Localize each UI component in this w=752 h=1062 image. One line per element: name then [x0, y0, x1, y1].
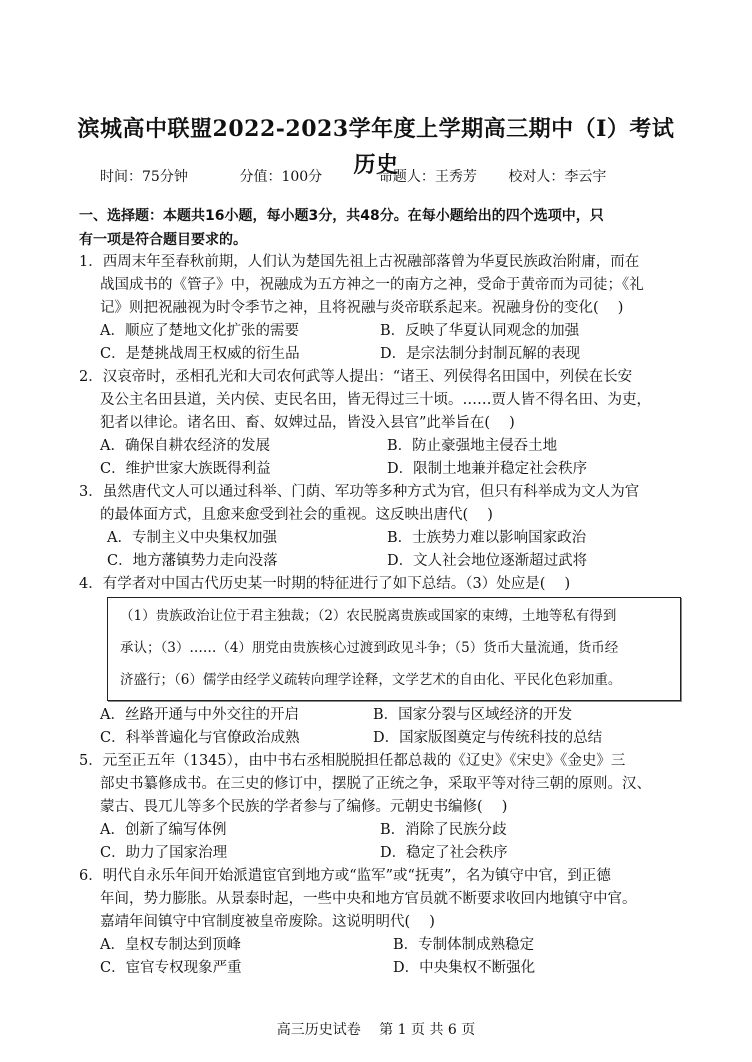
q2-option-c: C．维护世家大族既得利益	[100, 461, 271, 477]
q2-option-b: B．防止豪强地主侵吞土地	[387, 438, 558, 454]
q5-stem-line2: 部史书纂修成书。在三史的修订中，摆脱了正统之争，采取平等对待三朝的原则。汉、	[100, 776, 651, 792]
q1-stem-line1: 1．西周末年至春秋前期，人们认为楚国先祖上古祝融部落曾为华夏民族政治附庸，而在	[79, 254, 640, 270]
q5-option-b: B．消除了民族分歧	[380, 822, 507, 838]
q3-option-a: A．专制主义中央集权加强	[107, 530, 277, 546]
q3-stem-line2: 的最体面方式，且愈来愈受到社会的重视。这反映出唐代( )	[100, 507, 493, 523]
q4-quote-line1: （1）贵族政治让位于君主独裁；（2）农民脱离贵族或国家的束缚，土地等私有得到	[120, 608, 617, 624]
q4-option-b: B．国家分裂与区域经济的开发	[373, 707, 573, 723]
q5-stem-line1: 5．元至正五年（1345），由中书右丞相脱脱担任都总裁的《辽史》《宋史》《金史》三	[79, 753, 626, 769]
q1-stem-line3: 记》则把祝融视为时令季节之神，且将祝融与炎帝联系起来。祝融身份的变化( )	[100, 300, 624, 316]
q1-option-c: C．是楚挑战周王权威的衍生品	[100, 346, 300, 362]
meta-time: 时间：75分钟	[100, 169, 188, 185]
q1-option-b: B．反映了华夏认同观念的加强	[380, 323, 580, 339]
exam-title: 滨城高中联盟2022-2023学年度上学期高三期中（I）考试	[77, 116, 675, 142]
q6-option-c: C．宦官专权现象严重	[100, 960, 242, 976]
q3-option-b: B．士族势力难以影响国家政治	[387, 530, 587, 546]
q2-option-a: A．确保自耕农经济的发展	[100, 438, 270, 454]
q4-quote-box	[107, 597, 681, 701]
q3-option-c: C．地方藩镇势力走向没落	[107, 553, 278, 569]
q6-option-a: A．皇权专制达到顶峰	[100, 937, 241, 953]
q5-option-d: D．稳定了社会秩序	[380, 845, 508, 861]
q2-stem-line1: 2．汉哀帝时，丞相孔光和大司农何武等人提出：“诸王、列侯得名田国中，列侯在长安	[79, 369, 633, 385]
q4-option-a: A．丝路开通与中外交往的开启	[100, 707, 299, 723]
q4-option-c: C．科举普遍化与官僚政治成熟	[100, 730, 300, 746]
subject-title: 历史	[353, 152, 399, 178]
q6-option-b: B．专制体制成熟稳定	[393, 937, 535, 953]
q4-quote-line3: 济盛行；（6）儒学由经学义疏转向理学诠释，文学艺术的自由化、平民化色彩加重。	[120, 672, 622, 688]
q1-stem-line2: 战国成书的《管子》中，祝融成为五方神之一的南方之神，受命于黄帝而为司徒；《礼	[100, 277, 644, 293]
exam-meta	[100, 166, 606, 186]
q5-option-c: C．助力了国家治理	[100, 845, 228, 861]
meta-checker: 校对人：李云宇	[508, 169, 607, 185]
q3-option-d: D．文人社会地位逐渐超过武将	[387, 553, 588, 569]
q6-stem-line3: 嘉靖年间镇守中官制度被皇帝废除。这说明明代( )	[100, 914, 435, 930]
q1-option-d: D．是宗法制分封制瓦解的表现	[380, 346, 581, 362]
q2-option-d: D．限制土地兼并稳定社会秩序	[387, 461, 588, 477]
meta-author: 命题人：王秀芳	[378, 169, 477, 185]
q2-stem-line3: 犯者以律论。诸名田、畜、奴婢过品，皆没入县官”此举旨在( )	[100, 415, 515, 431]
page-footer: 高三历史试卷 第 1 页 共 6 页	[276, 1022, 476, 1038]
q4-stem-line1: 4．有学者对中国古代历史某一时期的特征进行了如下总结。（3）处应是( )	[79, 576, 571, 592]
q3-stem-line1: 3．虽然唐代文人可以通过科举、门荫、军功等多种方式为官，但只有科举成为文人为官	[79, 484, 640, 500]
section-heading-line2: 有一项是符合题目要求的。	[79, 232, 247, 248]
q5-option-a: A．创新了编写体例	[100, 822, 227, 838]
q5-stem-line3: 蒙古、畏兀儿等多个民族的学者参与了编修。元朝史书编修( )	[100, 799, 508, 815]
q2-stem-line2: 及公主名田县道，关内侯、吏民名田，皆无得过三十顷。……贾人皆不得名田、为吏，	[100, 392, 651, 408]
q6-stem-line1: 6．明代自永乐年间开始派遣宦官到地方或“监军”或“抚夷”，名为镇守中官，到正德	[79, 868, 611, 884]
q6-stem-line2: 年间，势力膨胀。从景泰时起，一些中央和地方官员就不断要求收回内地镇守中官。	[100, 891, 637, 907]
section-heading-line1: 一、选择题：本题共16小题，每小题3分，共48分。在每小题给出的四个选项中，只	[79, 208, 604, 224]
q4-option-d: D．国家版图奠定与传统科技的总结	[373, 730, 603, 746]
q6-option-d: D．中央集权不断强化	[393, 960, 536, 976]
q4-quote-line2: 承认；（3）……（4）朋党由贵族核心过渡到政见斗争；（5）货币大量流通，货币经	[120, 640, 619, 656]
meta-score: 分值：100分	[239, 169, 323, 185]
q1-option-a: A．顺应了楚地文化扩张的需要	[100, 323, 299, 339]
